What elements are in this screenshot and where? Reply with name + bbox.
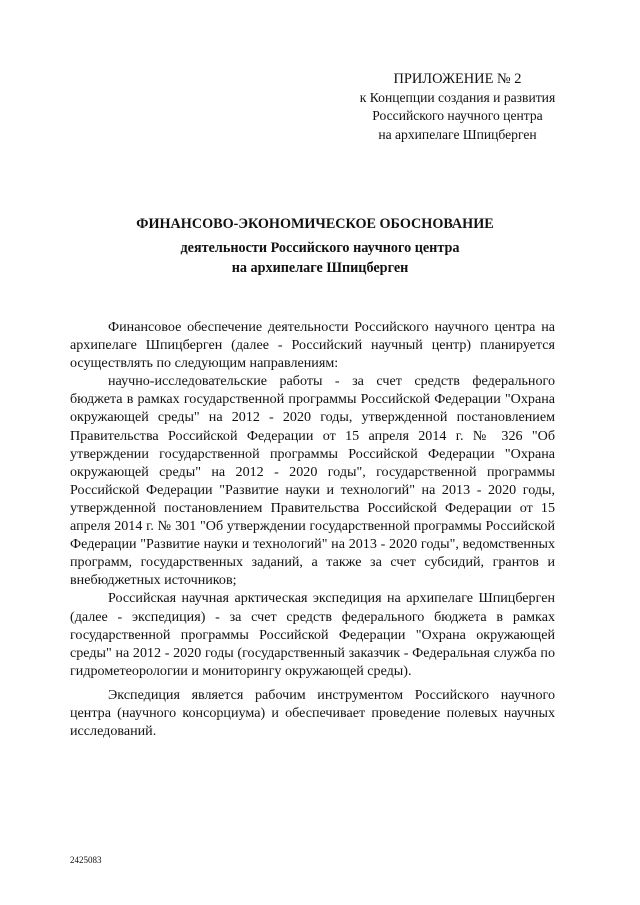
document-title: ФИНАНСОВО-ЭКОНОМИЧЕСКОЕ ОБОСНОВАНИЕ — [136, 216, 494, 232]
appendix-line-1: к Концепции создания и развития — [359, 89, 556, 105]
document-number: 2425083 — [70, 855, 102, 865]
appendix-line-2: Российского научного центра — [372, 108, 543, 123]
appendix-line-3: на архипелаге Шпицберген — [378, 126, 537, 142]
subtitle-line-2: на архипелаге Шпицберген — [231, 260, 409, 276]
document-subtitle — [90, 238, 550, 278]
appendix-block — [300, 70, 615, 144]
paragraph-expedition-role: Экспедиция является рабочим инструментом Российского научного центра (научного консорциума) и обеспечивает проведение полевых научных исследований. — [70, 686, 555, 740]
appendix-heading: ПРИЛОЖЕНИЕ № 2 — [393, 71, 522, 87]
subtitle-line-1: деятельности Российского научного центра — [180, 240, 460, 256]
paragraph-expedition-funding: Российская научная арктическая экспедиция на архипелаге Шпицберген (далее - экспедиция) - за счет средств федерального бюджета в рамках государственной программы Российской Федерации "Охрана окружающей среды" на 2012 - 2020 годы (государственный заказчик - Федеральная служба по гидрометеорологии и мониторингу окружающей среды). — [70, 590, 555, 679]
body-text — [70, 318, 555, 740]
paragraph-intro: Финансовое обеспечение деятельности Российского научного центра на архипелаге Шпицберген (далее - Российский научный центр) планируется осуществлять по следующим направлениям: — [70, 319, 555, 372]
paragraph-research-works: научно-исследовательские работы - за счет средств федерального бюджета в рамках государственной программы Российской Федерации "Охрана окружающей среды" на 2012 - 2020 годы, утвержденной постановлением Правительства Российской Федерации от 15 апреля 2014 г. № 326 "Об утверждении государственной программы Российской Федерации "Охрана окружающей среды" на 2012 - 2020 годы", государственной программы Российской Федерации "Развитие науки и технологий" на 2013 - 2020 годы, утвержденной постановлением Правительства Российской Федерации от 15 апреля 2014 г. № 301 "Об утверждении государственной программы Российской Федерации "Развитие науки и технологий" на 2013 - 2020 годы", ведомственных программ, государственных заданий, а также за счет субсидий, грантов и внебюджетных источников; — [70, 373, 555, 589]
